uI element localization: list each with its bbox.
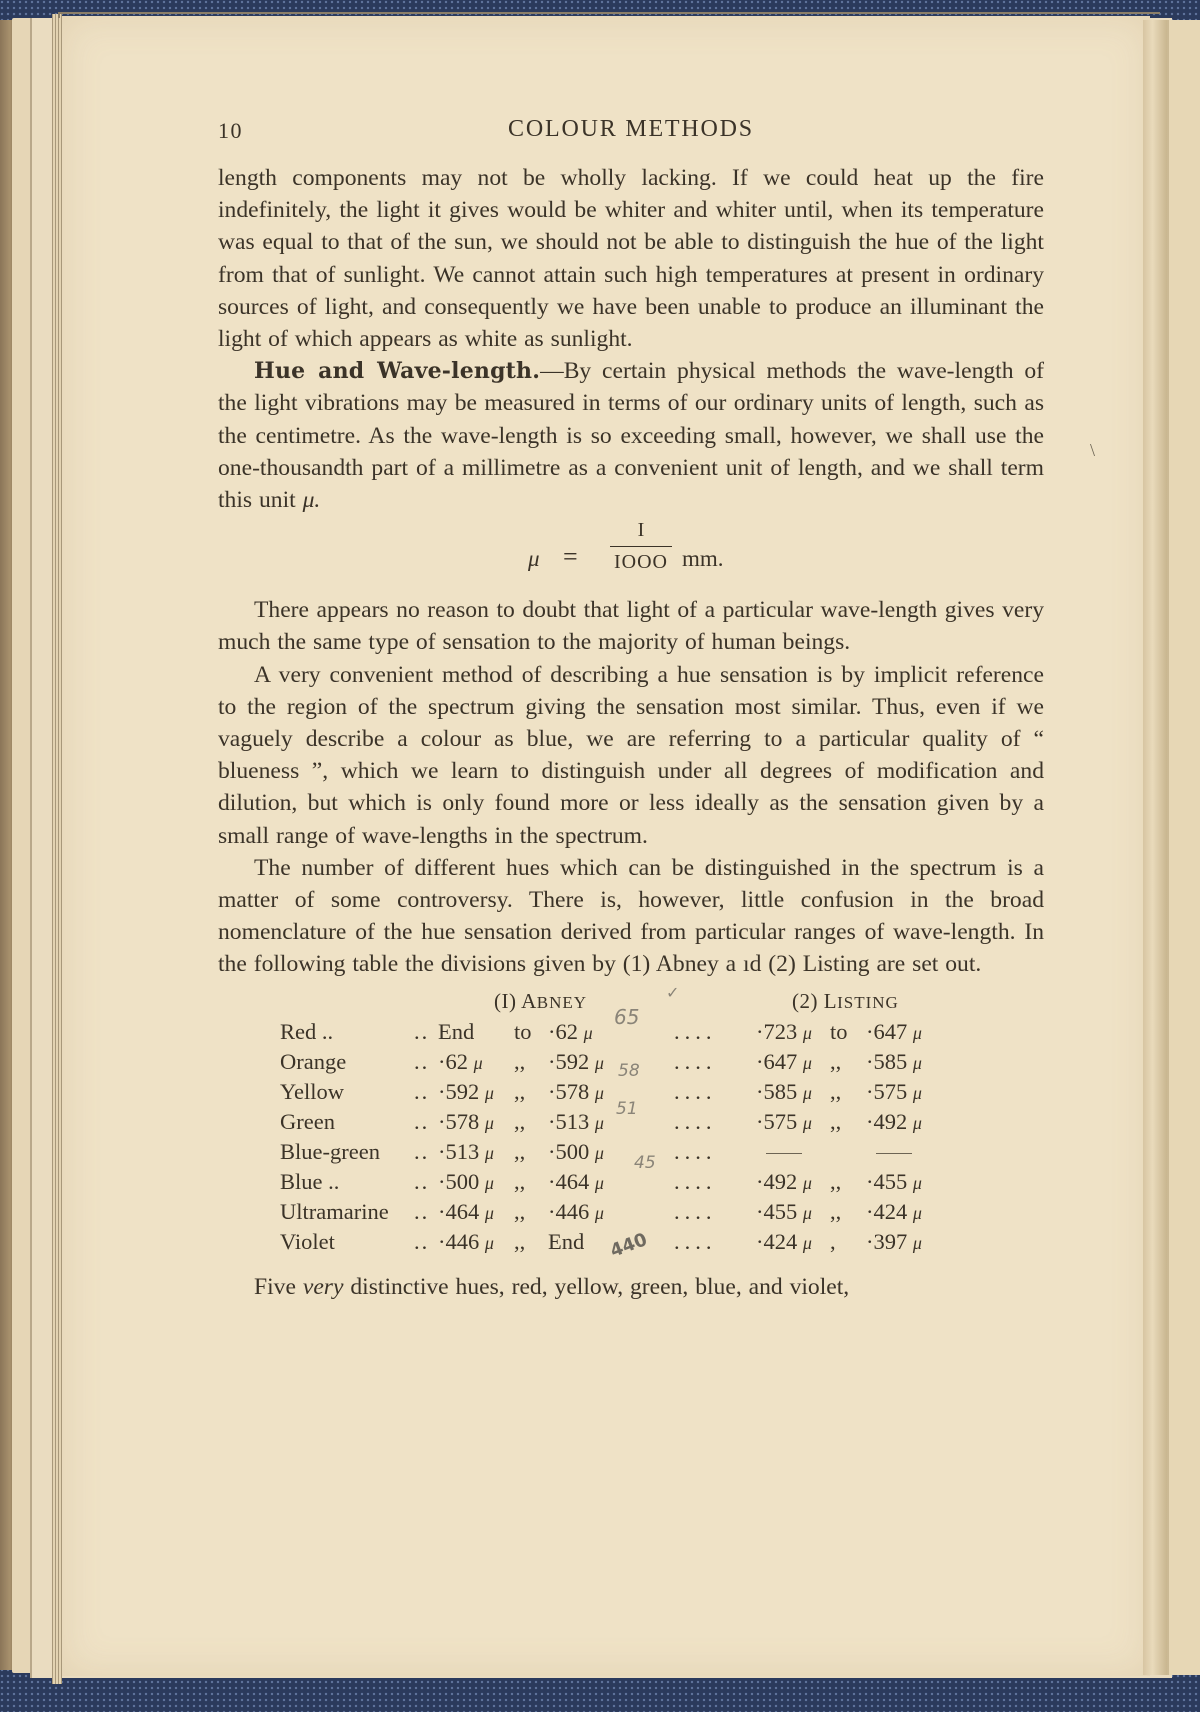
- listing-to-value: ·585: [866, 1048, 908, 1074]
- leader-dots: ..: [414, 1228, 430, 1254]
- abney-to: [548, 1049, 604, 1075]
- table-row-blue-green: [218, 1139, 1044, 1169]
- hue-name: Ultramarine: [280, 1198, 389, 1224]
- listing-from: [756, 1229, 812, 1255]
- mu-unit: μ: [802, 1112, 812, 1133]
- leader-dots: ..: [414, 1018, 430, 1044]
- mu-unit: μ: [484, 1172, 494, 1193]
- pencil-annotation: 58: [618, 1060, 640, 1081]
- table-row-violet: [218, 1228, 1044, 1262]
- mu-unit: μ: [594, 1052, 604, 1073]
- abney-to-value: ·446: [548, 1198, 590, 1224]
- page-number: 10: [218, 118, 243, 143]
- formula-mu-definition: [218, 516, 1044, 594]
- leader-dots: ....: [674, 1168, 717, 1194]
- table-row-red: [218, 1004, 1044, 1049]
- table-row-blue: [218, 1152, 1044, 1199]
- page-gutter-right: [1143, 20, 1167, 1675]
- leader-dots: ..: [414, 1138, 430, 1164]
- abney-to: [548, 1139, 604, 1165]
- paragraph-6-end: distinctive hues, red, yellow, green, blue, and violet,: [343, 1273, 850, 1300]
- formula-lhs: μ: [528, 546, 540, 572]
- mu-unit: μ: [912, 1202, 922, 1223]
- abney-separator: ,,: [514, 1108, 526, 1134]
- listing-to-value: ·647: [866, 1018, 908, 1044]
- listing-separator: ,,: [830, 1108, 842, 1134]
- abney-to-value: ·62: [548, 1018, 578, 1044]
- mu-unit: μ: [484, 1202, 494, 1223]
- listing-from: [756, 1079, 812, 1105]
- leader-dots: ....: [674, 1198, 717, 1224]
- mu-unit: μ: [912, 1052, 922, 1073]
- leader-dots: ....: [674, 1048, 717, 1074]
- listing-to: [866, 1049, 922, 1075]
- leader-dots: ....: [674, 1108, 717, 1134]
- formula-unit: mm.: [682, 546, 724, 572]
- listing-separator: to: [830, 1018, 848, 1044]
- header-abney-initial: A: [521, 988, 537, 1013]
- abney-separator: ,,: [514, 1138, 526, 1164]
- paragraph-6: [218, 1271, 1044, 1303]
- section-heading: Hue and Wave-length.: [254, 358, 541, 385]
- abney-from: [438, 1199, 494, 1225]
- listing-from-value: ·723: [756, 1018, 798, 1044]
- abney-to: [548, 1199, 604, 1225]
- leader-dots: ....: [674, 1138, 717, 1164]
- page-edge-lines: [52, 14, 62, 1684]
- listing-to: [866, 1019, 922, 1045]
- dash-placeholder: [766, 1153, 802, 1154]
- mu-unit: μ.: [302, 487, 321, 514]
- mu-unit: μ: [802, 1202, 812, 1223]
- abney-to: [548, 1079, 604, 1105]
- header-listing-number: (2): [792, 988, 824, 1013]
- mu-unit: μ: [802, 1022, 812, 1043]
- leader-dots: ..: [414, 1198, 430, 1224]
- mu-unit: μ: [583, 1022, 593, 1043]
- table-row-green: [218, 1098, 1044, 1139]
- pencil-annotation: 440: [607, 1228, 651, 1262]
- listing-separator: ,,: [830, 1078, 842, 1104]
- abney-from: [438, 1049, 483, 1075]
- mu-unit: μ: [802, 1232, 812, 1253]
- abney-to-value: ·578: [548, 1078, 590, 1104]
- abney-to-value: ·500: [548, 1138, 590, 1164]
- paragraph-5: The number of different hues which can be distinguished in the spectrum is a matter of some controversy. There is, however, little confusion in the broad nomenclature of the hue sensation derived from particular ranges of wave-length. In the following table the divisions given by (1) Abney a ıd (2) Listing are set out.: [218, 854, 1044, 978]
- paragraph-1: length components may not be wholly lacking. If we could heat up the fire indefinitely, the light it gives would be whiter and whiter until, when its temperature was equal to that of the sun, we should not be able to distinguish the hue of the light from that of sunlight. We cannot attain such high temperatures at present in ordinary sources of light, and consequently we have been unable to produce an illuminant the light of which appears as white as sunlight.: [218, 165, 1044, 353]
- mu-unit: μ: [912, 1022, 922, 1043]
- mu-unit: μ: [594, 1082, 604, 1103]
- leader-dots: ....: [674, 1078, 717, 1104]
- abney-from-value: ·62: [438, 1048, 468, 1074]
- mu-unit: μ: [594, 1112, 604, 1133]
- fraction-bar: [610, 546, 672, 547]
- header-listing: [792, 989, 899, 1014]
- mu-unit: μ: [912, 1172, 922, 1193]
- mu-unit: μ: [802, 1082, 812, 1103]
- listing-to-value: ·575: [866, 1078, 908, 1104]
- pencil-tick-mark: ✓: [666, 982, 680, 1002]
- listing-to: [866, 1169, 922, 1195]
- abney-separator: ,,: [514, 1048, 526, 1074]
- emphasis-very: very: [302, 1273, 344, 1300]
- abney-from: [438, 1139, 494, 1165]
- abney-from: [438, 1229, 494, 1255]
- listing-from-value: ·647: [756, 1048, 798, 1074]
- header-abney-number: (I): [494, 988, 522, 1013]
- leader-dots: ..: [414, 1078, 430, 1104]
- abney-to-value: ·592: [548, 1048, 590, 1074]
- abney-to: End: [548, 1228, 585, 1254]
- leader-dots: ....: [674, 1018, 717, 1044]
- mu-unit: μ: [484, 1142, 494, 1163]
- listing-to-value: ·424: [866, 1198, 908, 1224]
- abney-separator: ,,: [514, 1078, 526, 1104]
- mu-unit: μ: [594, 1142, 604, 1163]
- abney-from: [438, 1109, 494, 1135]
- hue-name: Blue-green: [280, 1138, 380, 1164]
- abney-from: End: [438, 1018, 475, 1044]
- paragraph-3: There appears no reason to doubt that light of a particular wave-length gives very much the same type of sensation to the majority of human beings.: [218, 597, 1044, 656]
- leader-dots: ..: [414, 1108, 430, 1134]
- hue-name: Orange: [280, 1048, 347, 1074]
- abney-separator: ,,: [514, 1168, 526, 1194]
- mu-unit: μ: [802, 1052, 812, 1073]
- header-listing-rest: ISTING: [837, 992, 899, 1012]
- page-content: [218, 112, 1044, 1349]
- hue-name: Green: [280, 1108, 335, 1134]
- listing-to: [866, 1109, 922, 1135]
- listing-from-value: ·575: [756, 1108, 798, 1134]
- facing-page-edge: [1167, 20, 1200, 1675]
- listing-from-value: ·455: [756, 1198, 798, 1224]
- hue-name: Red ..: [280, 1018, 334, 1044]
- abney-separator: ,,: [514, 1198, 526, 1224]
- abney-from-value: ·446: [438, 1228, 480, 1254]
- abney-from-value: ·592: [438, 1078, 480, 1104]
- abney-to: [548, 1019, 593, 1045]
- listing-to-empty: [876, 1139, 912, 1165]
- margin-pencil-mark: \: [1090, 440, 1096, 460]
- leader-dots: ....: [674, 1228, 717, 1254]
- mu-unit: μ: [912, 1112, 922, 1133]
- mu-unit: μ: [594, 1202, 604, 1223]
- mu-unit: μ: [594, 1172, 604, 1193]
- page-top-border: [58, 12, 1160, 18]
- paragraph-4: A very convenient method of describing a hue sensation is by implicit reference to the region of the spectrum giving the sensation most similar. Thus, even if we vaguely describe a colour as blue, we are referring to a particular quality of “ blueness ”, which we learn to distinguish under all degrees of modification and dilution, but which is only found more or less ideally as the sensation given by a small range of wave-lengths in the spectrum.: [218, 661, 1044, 849]
- abney-separator: ,,: [514, 1228, 526, 1254]
- formula-equals: =: [563, 542, 578, 572]
- mu-unit: μ: [912, 1082, 922, 1103]
- listing-to: [866, 1229, 922, 1255]
- header-listing-initial: L: [823, 988, 838, 1013]
- abney-from-value: ·578: [438, 1108, 480, 1134]
- hue-name: Blue ..: [280, 1168, 340, 1194]
- mu-unit: μ: [484, 1082, 494, 1103]
- mu-unit: μ: [473, 1052, 483, 1073]
- paragraph-6-start: Five: [254, 1273, 303, 1300]
- listing-to: [866, 1079, 922, 1105]
- abney-to-value: ·513: [548, 1108, 590, 1134]
- formula-denominator: IOOO: [614, 551, 668, 574]
- listing-to: [866, 1199, 922, 1225]
- abney-from-value: ·464: [438, 1198, 480, 1224]
- leader-dots: ..: [414, 1168, 430, 1194]
- listing-separator: ,,: [830, 1198, 842, 1224]
- table-row-ultramarine: [218, 1199, 1044, 1229]
- listing-from-value: ·492: [756, 1168, 798, 1194]
- abney-to-value: ·464: [548, 1168, 590, 1194]
- leader-dots: ..: [414, 1048, 430, 1074]
- header-abney: [494, 989, 587, 1014]
- abney-to: [548, 1109, 604, 1135]
- formula-numerator: I: [637, 519, 645, 542]
- paragraph-hue-and-wavelength: [218, 355, 1044, 516]
- hue-wavelength-table: [218, 982, 1044, 1349]
- listing-from-empty: [766, 1139, 802, 1165]
- running-title: COLOUR METHODS: [508, 116, 754, 142]
- header-abney-rest: BNEY: [536, 992, 588, 1012]
- abney-from-value: ·500: [438, 1168, 480, 1194]
- abney-from-value: ·513: [438, 1138, 480, 1164]
- abney-from: [438, 1079, 494, 1105]
- listing-from-value: ·585: [756, 1078, 798, 1104]
- hue-name: Violet: [280, 1228, 335, 1254]
- abney-separator: to: [514, 1018, 532, 1044]
- formula-fraction: [610, 516, 672, 574]
- listing-separator: ,: [830, 1228, 836, 1254]
- listing-from-value: ·424: [756, 1228, 798, 1254]
- dash-placeholder: [876, 1153, 912, 1154]
- pencil-annotation: 45: [634, 1152, 656, 1173]
- listing-to-value: ·397: [866, 1228, 908, 1254]
- mu-unit: μ: [484, 1112, 494, 1133]
- listing-from: [756, 1199, 812, 1225]
- running-head: [218, 112, 1044, 152]
- pencil-annotation: 65: [614, 1004, 640, 1029]
- mu-unit: μ: [802, 1172, 812, 1193]
- listing-from: [756, 1049, 812, 1075]
- listing-separator: ,,: [830, 1048, 842, 1074]
- listing-to-value: ·492: [866, 1108, 908, 1134]
- pencil-annotation: 51: [616, 1098, 638, 1119]
- listing-from: [756, 1109, 812, 1135]
- listing-from: [756, 1169, 812, 1195]
- mu-unit: μ: [912, 1232, 922, 1253]
- paragraph-2-body: —By certain physical methods the wave-length of the light vibrations may be measured in terms of our ordinary units of length, such as the centimetre. As the wave-length is so exceeding small, however, we shall use the one-thousandth part of a millimetre as a convenient unit of length, and we shall term this unit: [218, 358, 1044, 514]
- listing-to-value: ·455: [866, 1168, 908, 1194]
- abney-to: [548, 1169, 604, 1195]
- abney-from: [438, 1169, 494, 1195]
- hue-name: Yellow: [280, 1078, 344, 1104]
- listing-separator: ,,: [830, 1168, 842, 1194]
- listing-from: [756, 1019, 812, 1045]
- mu-unit: μ: [484, 1232, 494, 1253]
